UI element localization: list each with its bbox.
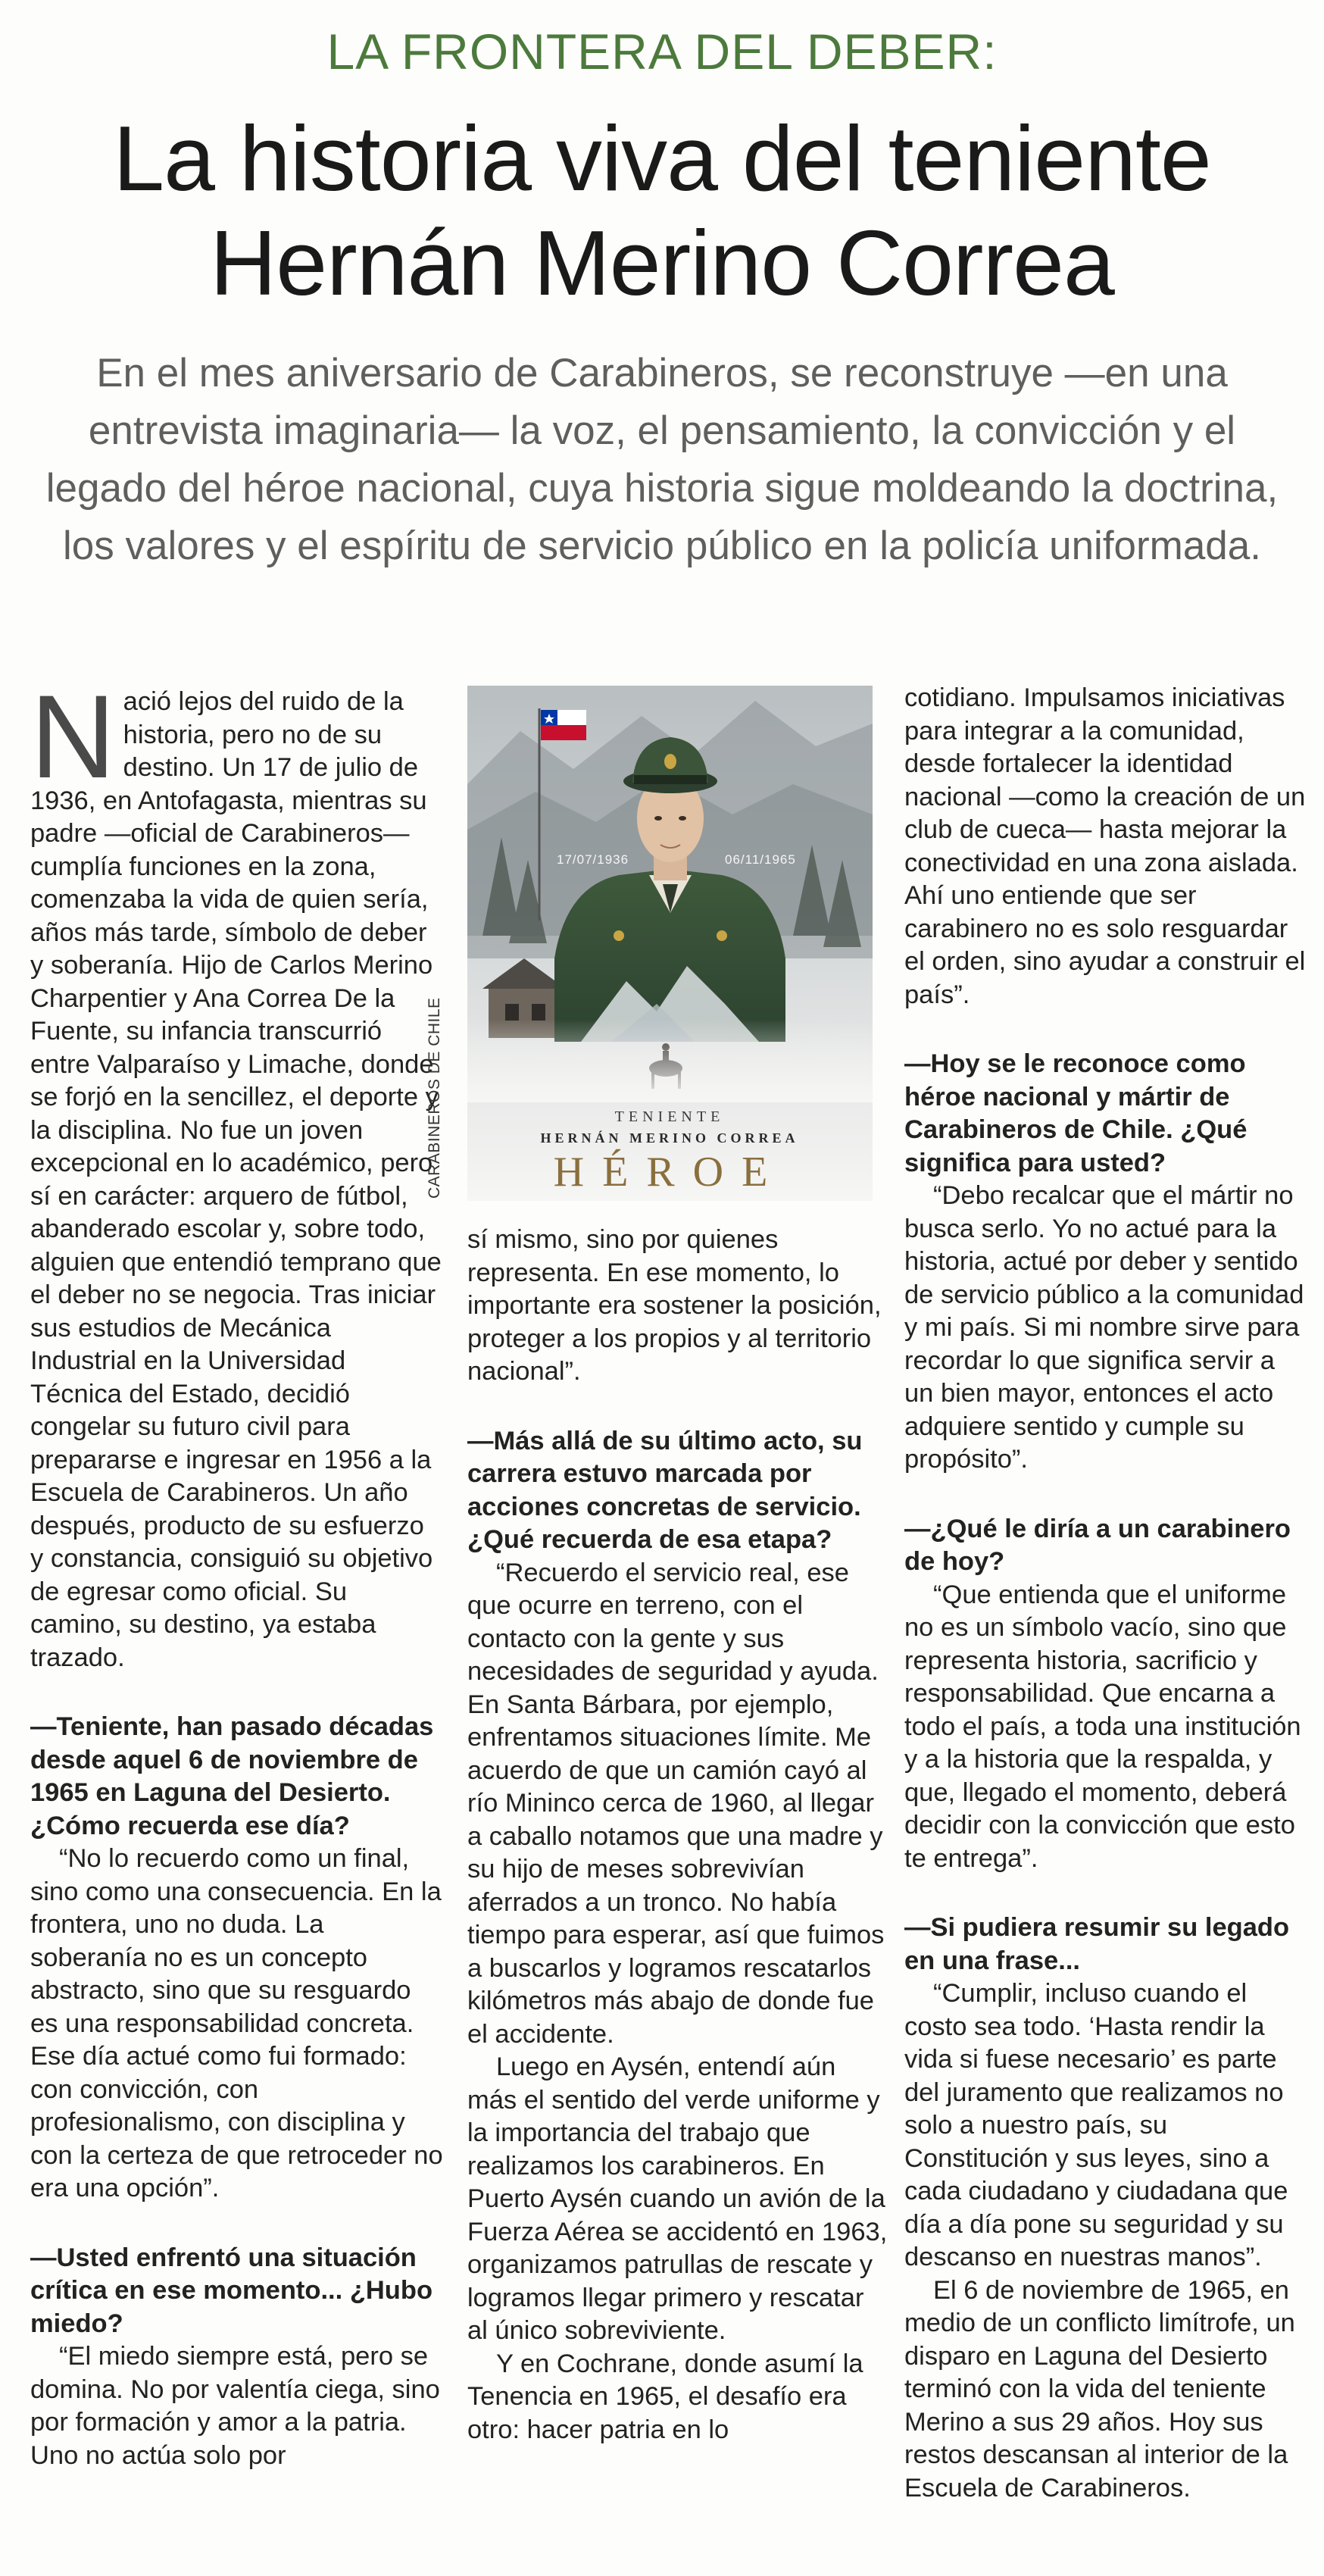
question-1: —Teniente, han pasado décadas desde aquel 6 de noviembre de 1965 en Laguna del Desierto. ¿Cómo recuerda ese día? — [30, 1712, 434, 1840]
question-2: —Usted enfrentó una situación crítica en ese momento... ¿Hubo miedo? — [30, 2243, 433, 2338]
poster-date-left: 17/07/1936 — [557, 852, 629, 867]
intro-paragraph — [30, 671, 443, 1674]
hero-poster-image — [467, 686, 873, 1201]
question-6: —Si pudiera resumir su legado en una frase... — [904, 1913, 1290, 1975]
answer-3-paragraph-2: Luego en Aysén, entendí aún más el sentido del verde uniforme y la importancia del trabajo que realizamos los carabineros. En Puerto Aysén cuando un avión de la Fuerza Aérea se accidentó en 1963, organizamos patrullas de rescate y logramos llegar primero y rescatar al único sobreviviente. — [467, 2052, 888, 2345]
closing-paragraph: El 6 de noviembre de 1965, en medio de un conflicto limítrofe, un disparo en Laguna del Desierto terminó con la vida del teniente Merino a sus 29 años. Hoy sus restos descansan al interior de la Escuela de Carabineros. — [904, 2275, 1295, 2503]
answer-5: “Que entienda que el uniforme no es un símbolo vacío, sino que representa historia, sacrificio y responsabilidad. Que encarna a todo el país, a toda una institución y a la historia que la respalda, y que, llegado el momento, deberá decidir con la convicción que esto te entrega”. — [904, 1580, 1301, 1873]
answer-4: “Debo recalcar que el mártir no busca serlo. Yo no actué para la historia, actué por deber y sentido de servicio público a la comunidad y mi país. Si mi nombre sirve para recordar lo que significa servir a un bien mayor, entonces el acto adquiere sentido y cumple su propósito”. — [904, 1181, 1304, 1474]
poster-rank: TENIENTE — [614, 1108, 725, 1125]
answer-2-continued: sí mismo, sino por quienes representa. En ese momento, lo importante era sostener la posición, proteger a los propios y al territorio nacional”. — [467, 1225, 882, 1386]
answer-1: “No lo recuerdo como un final, sino como una consecuencia. En la frontera, uno no duda. La soberanía no es un concepto abstracto, sino que su resguardo es una responsabilidad concreta. Ese día actué como fui formado: con convicción, con profesionalismo, con disciplina y con la certeza de que retroceder no era una opción”. — [30, 1844, 443, 2202]
answer-6: “Cumplir, incluso cuando el costo sea todo. ‘Hasta rendir la vida si fuese necesario’ es parte del juramento que realizamos no solo a nuestro país, su Constitución y sus leyes, sino a cada ciudadano y ciudadana que día a día pone su seguridad y su descanso en nuestras manos”. — [904, 1979, 1288, 2271]
section-kicker: LA FRONTERA DEL DEBER: — [326, 23, 998, 80]
poster-title: HÉROE — [553, 1149, 786, 1196]
answer-3-paragraph-1: “Recuerdo el servicio real, ese que ocurre en terreno, con el contacto con la gente y sus necesidades de seguridad y ayuda. En Santa Bárbara, por ejemplo, enfrentamos situaciones límite. Me acuerdo de que un camión cayó al río Mininco cerca de 1960, al llegar a caballo notamos que una madre y su hijo de meses sobrevivían aferrados a un tronco. No había tiempo para esperar, así que fuimos a buscarlos y logramos rescatarlos kilómetros más abajo de donde fue el accidente. — [467, 1558, 885, 2049]
intro-text: ació lejos del ruido de la historia, pero no de su destino. Un 17 de julio de 1936, en Antofagasta, mientras su padre —oficial de Carabineros— cumplía funciones en la zona, comenzaba la vida de quien sería, años más tarde, símbolo de deber y soberanía. Hijo de Carlos Merino Charpentier y Ana Correa De la Fuente, su infancia transcurrió entre Valparaíso y Limache, donde se forjó en la sencillez, el deporte y la disciplina. No fue un joven excepcional en lo académico, pero sí en carácter: arquero de fútbol, abanderado escolar y, sobre todo, alguien que entendió temprano que el deber no se negocia. Tras iniciar sus estudios de Mecánica Industrial en la Universidad Técnica del Estado, decidió congelar su futuro civil para prepararse e ingresar en 1956 a la Escuela de Carabineros. Un año después, producto de su esfuerzo y constancia, consiguió su objetivo de egresar como oficial. Su camino, su destino, ya estaba trazado. — [30, 687, 442, 1672]
question-5: —¿Qué le diría a un carabinero de hoy? — [904, 1514, 1291, 1576]
question-3: —Más allá de su último acto, su carrera estuvo marcada por acciones concretas de servicio. ¿Qué recuerda de esa etapa? — [467, 1426, 863, 1554]
question-4: —Hoy se le reconoce como héroe nacional y mártir de Carabineros de Chile. ¿Qué significa para usted? — [904, 1049, 1247, 1177]
headline-line-2: Hernán Merino Correa — [210, 211, 1114, 314]
poster-illustration — [467, 686, 873, 1201]
poster-name: HERNÁN MERINO CORREA — [540, 1130, 799, 1146]
answer-3-paragraph-3: Y en Cochrane, donde asumí la Tenencia en 1965, el desafío era otro: hacer patria en lo — [467, 2349, 863, 2444]
answer-3-continued: cotidiano. Impulsamos iniciativas para integrar a la comunidad, desde fortalecer la identidad nacional —como la creación de un club de cueca— hasta mejorar la conectividad en una zona aislada. Ahí uno entiende que ser carabinero no es solo resguardar el orden, sino ayudar a construir el país”. — [904, 683, 1306, 1009]
drop-cap: N — [30, 671, 116, 803]
column-1 — [30, 671, 443, 2472]
column-3 — [904, 682, 1306, 2505]
headline — [0, 106, 1324, 315]
answer-2: “El miedo siempre está, pero se domina. No por valentía ciega, sino por formación y amor a la patria. Uno no actúa solo por — [30, 2342, 440, 2470]
chile-flag-icon — [541, 710, 586, 740]
headline-line-1: La historia viva del teniente — [113, 107, 1211, 210]
article-deck: En el mes aniversario de Carabineros, se reconstruye —en una entrevista imaginaria— la voz, el pensamiento, la convicción y el legado del héroe nacional, cuya historia sigue moldeando la doctrina, los valores y el espíritu de servicio público en la policía uniformada. — [45, 351, 1279, 568]
poster-date-right: 06/11/1965 — [725, 852, 796, 867]
column-2 — [467, 1224, 888, 2446]
